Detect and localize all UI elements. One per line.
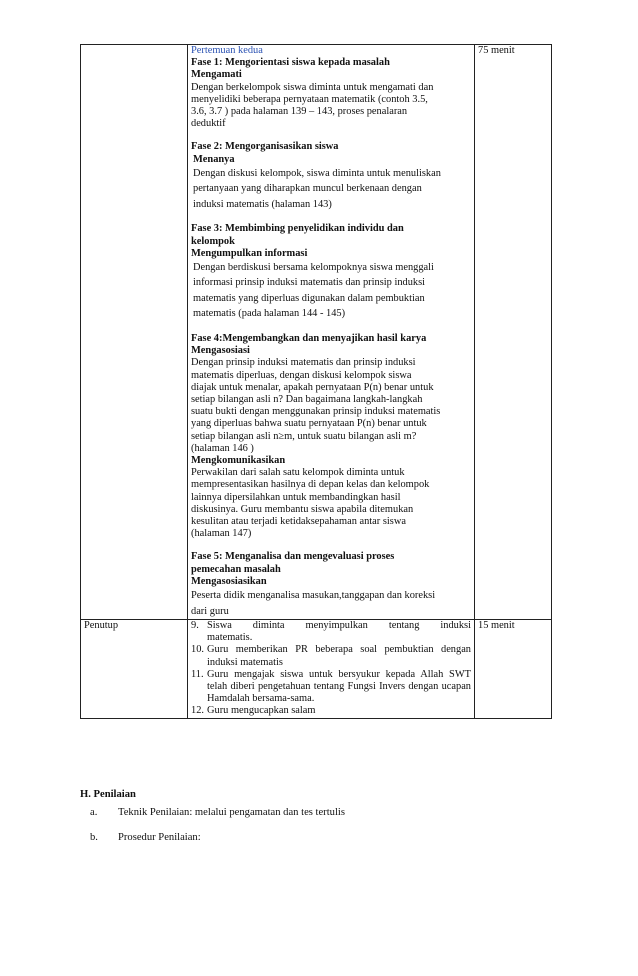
phase-title-cont: pemecahan masalah: [191, 563, 281, 575]
assessment-section: [80, 789, 345, 843]
list-number: 11.: [191, 668, 204, 680]
phase-step: Menanya: [193, 153, 235, 165]
phase-line: setiap bilangan asli n? Dan bagaimana langkah-langkah: [191, 393, 423, 405]
phase-step: Mengamati: [191, 69, 242, 81]
item-text: Prosedur Penilaian:: [118, 832, 201, 843]
phase-title: Fase 3: Membimbing penyelidikan individu dan: [191, 223, 404, 235]
meeting-label: Pertemuan kedua: [191, 45, 263, 56]
phase-line: pertanyaan yang diharapkan muncul berkenaan dengan: [193, 183, 422, 195]
phase-line: Peserta didik menganalisa masukan,tanggapan dan koreksi: [191, 590, 436, 601]
phase-step: Mengasosiasikan: [191, 575, 267, 587]
phase-line: deduktif: [191, 118, 226, 130]
phase-line: matematis yang diperluas digunakan dalam pembuktian: [193, 292, 425, 304]
phase-step: Mengasosiasi: [191, 345, 250, 357]
phase-step: Mengkomunikasikan: [191, 454, 286, 466]
list-item: [191, 669, 471, 706]
phase-line: induksi matematis (halaman 143): [193, 198, 332, 210]
list-number: 12.: [191, 705, 204, 717]
phase-line: matematis diperluas, dengan diskusi kelompok siswa: [191, 369, 412, 381]
phase-line: Perwakilan dari salah satu kelompok diminta untuk: [191, 467, 405, 479]
phase-line: (halaman 146 ): [191, 442, 254, 454]
closing-label: Penutup: [81, 620, 188, 719]
list-text: [207, 620, 471, 644]
item-label: b.: [90, 832, 98, 843]
list-text: Guru memberikan PR beberapa soal pembuktian dengan induksi matematis: [207, 644, 471, 668]
activity-label-cell: [81, 45, 188, 620]
phase-line: dari guru: [191, 605, 229, 617]
phase-line: diskusinya. Guru membantu siswa apabila ditemukan: [191, 503, 414, 515]
phase-title: Fase 2: Mengorganisasikan siswa: [191, 141, 339, 153]
section-heading: H. Penilaian: [80, 789, 136, 800]
phase-1: [191, 57, 471, 130]
phase-line: kesulitan atau terjadi ketidaksepahaman antar siswa: [191, 515, 406, 527]
closing-row: [81, 620, 552, 719]
list-text-line2: matematis.: [207, 632, 253, 644]
list-number: 10.: [191, 644, 204, 656]
list-text-line1: Siswa diminta menyimpulkan tentang induksi: [207, 620, 471, 631]
phase-line: suatu bukti dengan menggunakan prinsip induksi matematis: [191, 406, 441, 418]
phase-line: Dengan berdiskusi bersama kelompoknya siswa menggali: [193, 261, 434, 273]
phase-title: Fase 5: Menganalisa dan mengevaluasi proses: [191, 551, 395, 563]
item-label: a.: [90, 807, 98, 818]
phase-title: Fase 4:Mengembangkan dan menyajikan hasil karya: [191, 332, 427, 344]
phase-3: [191, 223, 471, 322]
phase-line: mempresentasikan hasilnya di depan kelas dan kelompok: [191, 479, 430, 491]
assessment-item: [90, 807, 345, 818]
phase-line: Dengan berkelompok siswa diminta untuk mengamati dan: [191, 81, 434, 93]
phase-4: [191, 333, 471, 540]
closing-steps-list: [191, 620, 471, 718]
phase-line: lainnya dipersilahkan untuk membandingkan hasil: [191, 491, 401, 503]
phase-line: yang diperluas bahwa suatu pernyataan P(n) benar untuk: [191, 418, 427, 430]
phase-line: setiap bilangan asli n≥m, untuk suatu bilangan asli m?: [191, 430, 417, 442]
closing-detail-cell: [188, 620, 475, 719]
phase-line: informasi prinsip induksi matematis dan prinsip induksi: [193, 277, 426, 289]
phase-line: 3.6, 3.7 ) pada halaman 139 – 143, proses penalaran: [191, 106, 408, 118]
list-item: [191, 620, 471, 644]
meeting-row: [81, 45, 552, 620]
phase-line: menyelidiki beberapa pernyataan matematik (contoh 3.5,: [191, 93, 428, 105]
phase-line: (halaman 147): [191, 528, 252, 540]
phase-2: [191, 141, 471, 212]
phase-title: Fase 1: Mengorientasi siswa kepada masalah: [191, 57, 390, 69]
phase-title-cont: kelompok: [191, 235, 235, 247]
item-text: Teknik Penilaian: melalui pengamatan dan tes tertulis: [118, 807, 345, 818]
phase-line: matematis (pada halaman 144 - 145): [193, 308, 346, 320]
duration-cell: 15 menit: [475, 620, 552, 719]
phase-line: Dengan prinsip induksi matematis dan prinsip induksi: [191, 357, 416, 369]
assessment-item: [90, 832, 345, 843]
list-text: Guru mengucapkan salam: [207, 705, 316, 717]
phase-line: Dengan diskusi kelompok, siswa diminta untuk menuliskan: [193, 167, 441, 179]
phase-step: Mengumpulkan informasi: [191, 247, 308, 259]
activity-detail-cell: [188, 45, 475, 620]
duration-cell: 75 menit: [475, 45, 552, 620]
phase-5: [191, 551, 471, 619]
list-item: [191, 705, 471, 717]
list-item: [191, 644, 471, 668]
list-number: 9.: [191, 620, 199, 631]
phase-line: diajak untuk menalar, apakah pernyataan P(n) benar untuk: [191, 381, 434, 393]
list-text: Guru mengajak siswa untuk bersyukur kepada Allah SWT telah diberi pengetahuan tentang Fungsi Invers dengan ucapan Hamdalah bersama-sama.: [207, 668, 471, 705]
lesson-activity-table: [80, 44, 552, 719]
